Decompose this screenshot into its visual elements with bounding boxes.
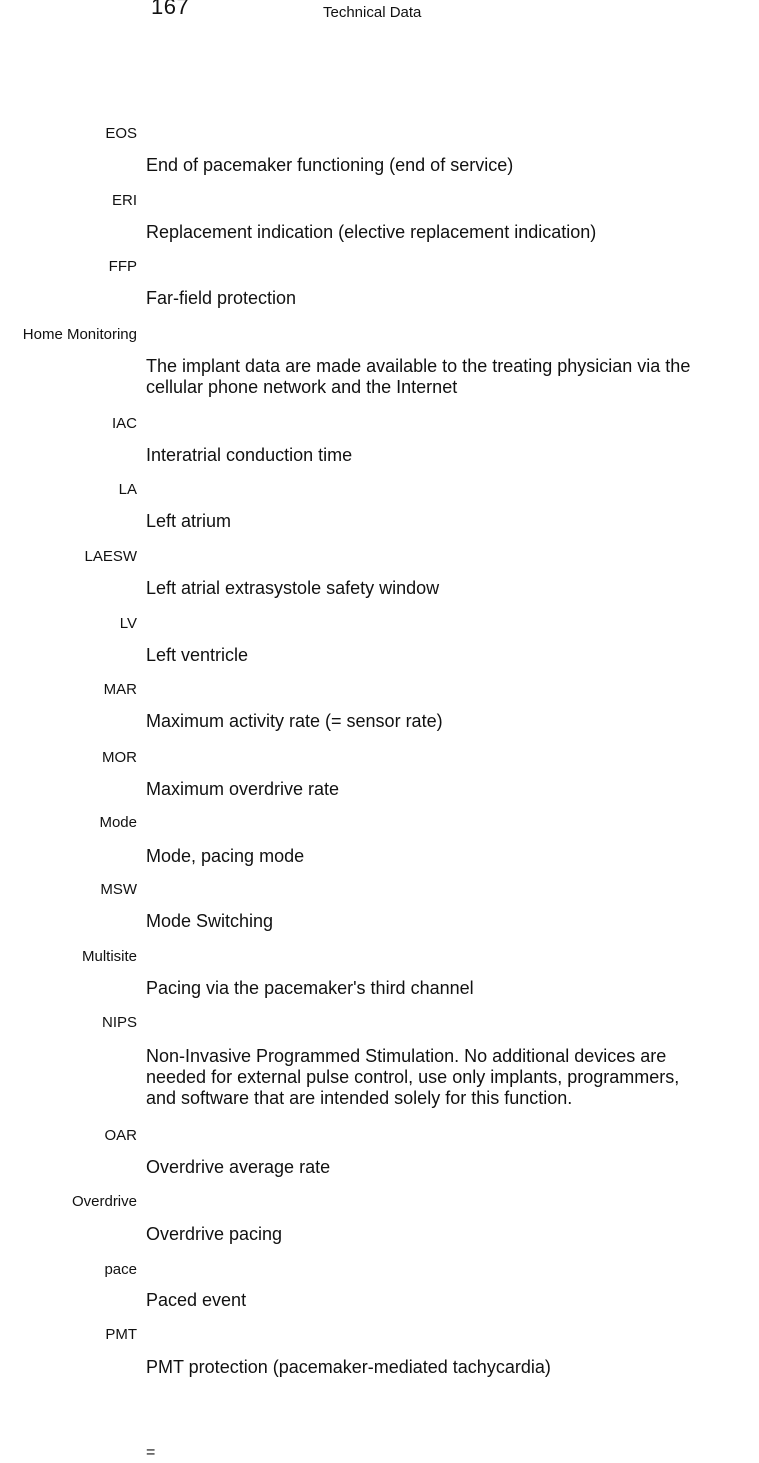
glossary-term: Overdrive (71, 1193, 137, 1210)
glossary-term: Multisite (81, 948, 137, 965)
glossary-term: pace (104, 1261, 137, 1278)
page-number: 167 (151, 0, 190, 19)
glossary-term: MOR (102, 749, 137, 766)
glossary-term: MSW (100, 881, 137, 898)
glossary-term: MAR (103, 681, 137, 698)
glossary-term: FFP (108, 258, 137, 275)
glossary-definition: Mode Switching (146, 911, 274, 931)
glossary-term: Home Monitoring (22, 326, 137, 343)
glossary-term: ERI (111, 192, 137, 209)
glossary-definition: Far-field protection (146, 288, 297, 308)
glossary-definition: Interatrial conduction time (146, 445, 353, 465)
glossary-term: LAESW (84, 548, 137, 565)
glossary-term: OAR (104, 1127, 137, 1144)
glossary-term: NIPS (101, 1014, 137, 1031)
glossary-definition: Replacement indication (elective replacement indication) (146, 222, 597, 242)
glossary-definition: Maximum activity rate (= sensor rate) (146, 711, 443, 731)
glossary-term: LA (118, 481, 137, 498)
footer-mark: = (146, 1444, 156, 1461)
glossary-definition: Overdrive average rate (146, 1157, 331, 1177)
glossary-definition: Left atrium (146, 511, 232, 531)
glossary-definition: The implant data are made available to the treating physician via the cellular phone network and the Internet (146, 356, 691, 397)
glossary-definition: Paced event (146, 1290, 247, 1310)
glossary-term: IAC (111, 415, 137, 432)
glossary-definition: End of pacemaker functioning (end of service) (146, 155, 514, 175)
glossary-term: PMT (105, 1326, 137, 1343)
glossary-definition: Maximum overdrive rate (146, 779, 340, 799)
running-title: Technical Data (323, 4, 422, 21)
glossary-definition: PMT protection (pacemaker-mediated tachycardia) (146, 1357, 551, 1377)
glossary-definition: Left atrial extrasystole safety window (146, 578, 440, 598)
glossary-definition: Left ventricle (146, 645, 249, 665)
glossary-definition: Overdrive pacing (146, 1224, 283, 1244)
glossary-term: Mode (99, 814, 137, 831)
glossary-definition: Pacing via the pacemaker's third channel (146, 978, 474, 998)
glossary-definition: Non-Invasive Programmed Stimulation. No additional devices are needed for external pulse control, use only implants, programmers, and software that are intended solely for this function. (146, 1046, 680, 1108)
glossary-definition: Mode, pacing mode (146, 846, 305, 866)
glossary-term: LV (119, 615, 137, 632)
glossary-term: EOS (105, 125, 137, 142)
